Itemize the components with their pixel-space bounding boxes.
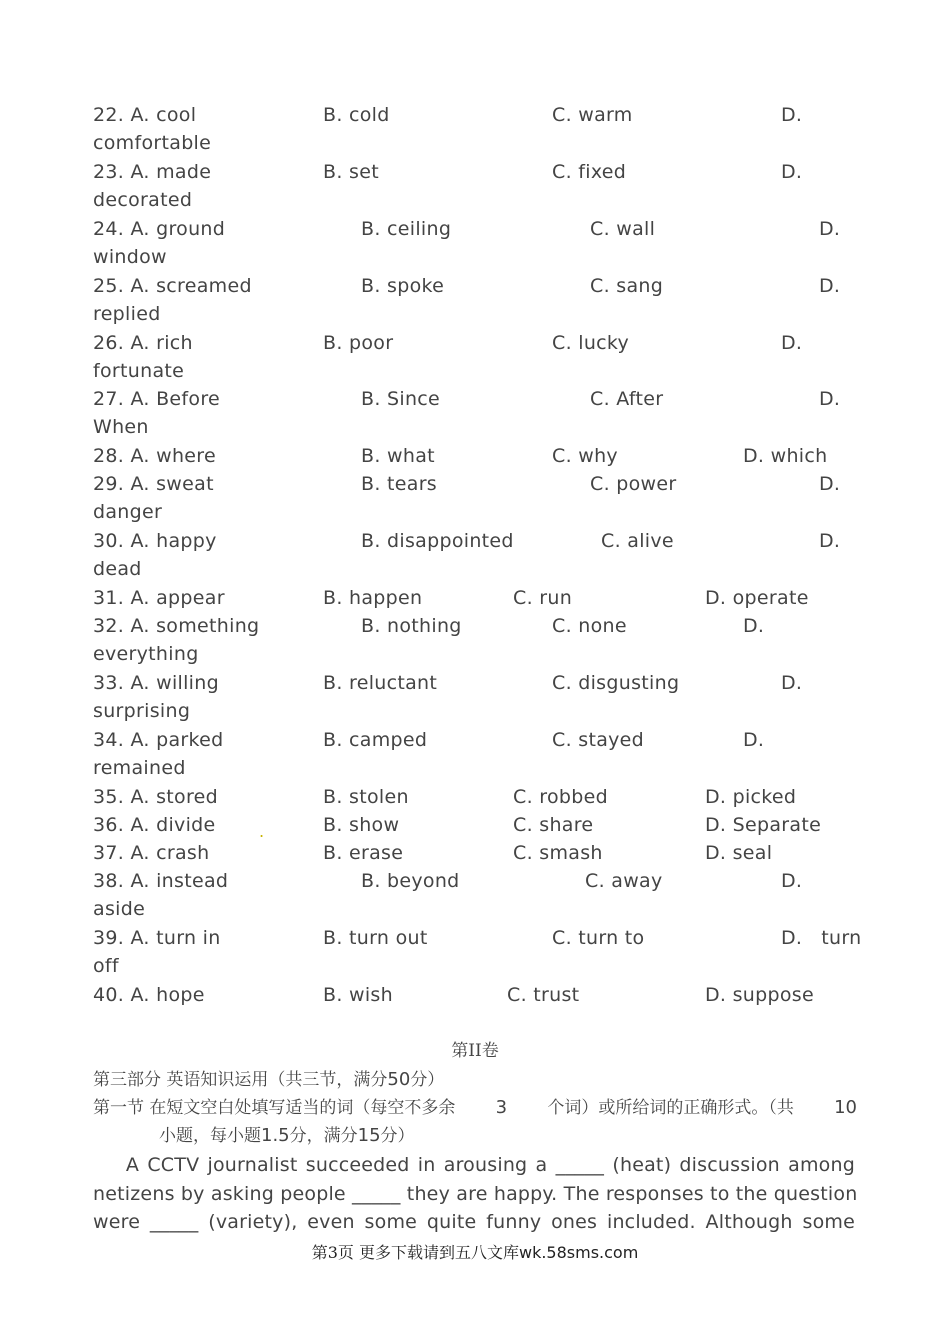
option-a: 34. A. parked — [93, 729, 224, 751]
option-a: 27. A. Before — [93, 388, 221, 410]
option-c: C. why — [552, 445, 618, 467]
option-b: B. what — [361, 445, 435, 467]
option-b: B. turn out — [323, 927, 428, 949]
question-22 — [93, 101, 858, 158]
option-c: C. away — [585, 870, 663, 892]
option-b: B. spoke — [361, 275, 445, 297]
option-a: 37. A. crash — [93, 842, 210, 864]
question-23 — [93, 158, 858, 215]
option-c: C. wall — [590, 218, 656, 240]
option-d-wrap: fortunate — [93, 360, 185, 382]
question-34 — [93, 726, 858, 783]
option-a: 35. A. stored — [93, 786, 219, 808]
option-b: B. cold — [323, 104, 390, 126]
option-a: 26. A. rich — [93, 332, 193, 354]
question-40 — [93, 981, 858, 1009]
option-d: D. operate — [705, 587, 809, 609]
part-title: 第三部分 英语知识运用（共三节，满分50分） — [93, 1069, 445, 1090]
option-d: D. turn — [781, 927, 862, 949]
option-c: C. turn to — [552, 927, 645, 949]
option-d: D. — [819, 473, 841, 495]
option-b: B. erase — [323, 842, 404, 864]
option-a: 33. A. willing — [93, 672, 219, 694]
passage-line-3: were _____ (variety), even some quite funny ones included. Although some — [93, 1211, 855, 1233]
question-29 — [93, 470, 858, 527]
option-d-wrap: window — [93, 246, 167, 268]
option-b: B. poor — [323, 332, 394, 354]
passage-line-2: netizens by asking people _____ they are happy. The responses to the question — [93, 1183, 858, 1205]
option-c: C. lucky — [552, 332, 630, 354]
option-c: C. none — [552, 615, 627, 637]
question-35 — [93, 783, 858, 811]
option-b: B. beyond — [361, 870, 460, 892]
option-d-wrap: comfortable — [93, 132, 212, 154]
question-37 — [93, 839, 858, 867]
option-b: B. disappointed — [361, 530, 514, 552]
option-d: D. — [743, 729, 765, 751]
question-38 — [93, 867, 858, 924]
option-b: B. wish — [323, 984, 393, 1006]
option-d-wrap: When — [93, 416, 149, 438]
option-c: C. stayed — [552, 729, 645, 751]
option-a: 23. A. made — [93, 161, 212, 183]
option-c: C. power — [590, 473, 677, 495]
option-d: D. — [781, 161, 803, 183]
volume-title: 第II卷 — [451, 1041, 499, 1061]
option-d-wrap: dead — [93, 558, 142, 580]
option-c: C. warm — [552, 104, 633, 126]
option-a: 30. A. happy — [93, 530, 217, 552]
option-c: C. fixed — [552, 161, 627, 183]
option-b: B. tears — [361, 473, 438, 495]
option-d: D. which — [743, 445, 828, 467]
option-d: D. — [819, 530, 841, 552]
option-c: C. sang — [590, 275, 664, 297]
option-d-wrap: aside — [93, 898, 146, 920]
option-c: C. trust — [507, 984, 580, 1006]
option-a: 31. A. appear — [93, 587, 225, 609]
option-d: D. — [781, 672, 803, 694]
option-d-wrap: danger — [93, 501, 163, 523]
option-c: C. run — [513, 587, 573, 609]
option-d: D. picked — [705, 786, 797, 808]
question-26 — [93, 329, 858, 386]
question-24 — [93, 215, 858, 272]
question-33 — [93, 669, 858, 726]
page-number: 3 — [327, 1243, 338, 1262]
option-a: 24. A. ground — [93, 218, 226, 240]
option-d-wrap: off — [93, 955, 119, 977]
option-d: D. suppose — [705, 984, 814, 1006]
option-a: 38. A. instead — [93, 870, 229, 892]
option-d: D. — [781, 870, 803, 892]
option-a: 36. A. divide — [93, 814, 216, 836]
question-28 — [93, 442, 858, 470]
footer-site-link[interactable]: wk.58sms.com — [518, 1243, 639, 1262]
option-d-wrap: remained — [93, 757, 186, 779]
option-a: 28. A. where — [93, 445, 216, 467]
passage-line-1: A CCTV journalist succeeded in arousing a _____ (heat) discussion among — [93, 1154, 855, 1176]
option-c: C. After — [590, 388, 664, 410]
option-d: D. — [819, 275, 841, 297]
option-b: B. camped — [323, 729, 428, 751]
option-b: B. set — [323, 161, 379, 183]
option-d: D. seal — [705, 842, 773, 864]
option-c: C. smash — [513, 842, 603, 864]
page-footer: 第3页 更多下载请到五八文库wk.58sms.com — [311, 1243, 639, 1262]
question-39 — [93, 924, 862, 981]
question-27 — [93, 385, 858, 442]
option-a: 22. A. cool — [93, 104, 197, 126]
option-c: C. share — [513, 814, 594, 836]
question-31 — [93, 584, 858, 612]
option-b: B. happen — [323, 587, 423, 609]
option-a: 25. A. screamed — [93, 275, 252, 297]
question-32 — [93, 612, 858, 669]
option-b: B. reluctant — [323, 672, 438, 694]
option-d: D. — [819, 218, 841, 240]
question-30 — [93, 527, 858, 584]
option-b: B. Since — [361, 388, 441, 410]
option-a: 32. A. something — [93, 615, 260, 637]
option-c: C. robbed — [513, 786, 608, 808]
option-d-wrap: decorated — [93, 189, 193, 211]
option-b: B. stolen — [323, 786, 409, 808]
option-d: D. — [781, 104, 803, 126]
option-d: D. Separate — [705, 814, 822, 836]
option-a: 40. A. hope — [93, 984, 205, 1006]
option-b: B. show — [323, 814, 400, 836]
option-d: D. — [819, 388, 841, 410]
option-a: 39. A. turn in — [93, 927, 221, 949]
option-a: 29. A. sweat — [93, 473, 214, 495]
option-d: D. — [781, 332, 803, 354]
question-25 — [93, 272, 858, 329]
option-d-wrap: surprising — [93, 700, 191, 722]
option-c: C. disgusting — [552, 672, 680, 694]
question-36 — [93, 811, 858, 839]
option-b: B. nothing — [361, 615, 462, 637]
option-c: C. alive — [601, 530, 674, 552]
option-d-wrap: everything — [93, 643, 199, 665]
section-instruction-line2: 小题，每小题1.5分，满分15分） — [159, 1125, 415, 1146]
stray-dot: . — [259, 822, 265, 841]
section-instruction-line1: 第一节 在短文空白处填写适当的词（每空不多余 3 个词）或所给词的正确形式。（共 10 — [93, 1097, 857, 1118]
option-d: D. — [743, 615, 765, 637]
option-b: B. ceiling — [361, 218, 452, 240]
option-d-wrap: replied — [93, 303, 161, 325]
